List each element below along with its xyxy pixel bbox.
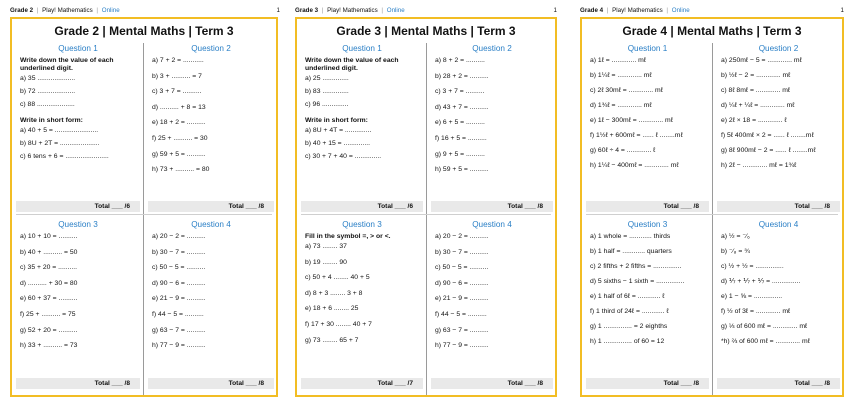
question-item: g) 60ℓ ÷ 4 = ............. ℓ — [590, 147, 656, 154]
question-item: c) 35 + 20 = .......... — [20, 264, 78, 272]
question-item: a) 8U + 4T = .............. — [305, 126, 372, 134]
question-title: Question 4 — [472, 220, 512, 229]
question-items — [301, 127, 423, 167]
question-item: d) 90 − 6 = .......... — [152, 279, 206, 287]
question-item: c) 8ℓ 8mℓ = ............. mℓ — [721, 87, 791, 94]
header-grade: Grade 4 — [580, 7, 604, 14]
question-item: f) 44 − 5 = .......... — [152, 310, 204, 318]
question-4 — [148, 219, 274, 358]
question-item: f) 16 + 5 = .......... — [435, 134, 487, 142]
question-item: c) 50 − 5 = .......... — [435, 264, 489, 272]
question-item: b) 30 − 7 = .......... — [435, 248, 489, 256]
question-item: d) 5 sixths − 1 sixth = ............... — [590, 278, 685, 285]
question-item: c) ½ + ½ = ............... — [721, 263, 784, 270]
question-items — [717, 233, 840, 353]
question-item: d) 8 + 3 ........ 3 + 8 — [305, 289, 363, 297]
question-items — [717, 57, 840, 177]
question-item: e) 6 + 5 = .......... — [435, 119, 485, 127]
question-items — [16, 233, 140, 358]
worksheet-title: Grade 2 | Mental Maths | Term 3 — [54, 24, 234, 38]
question-item: h) 77 − 9 = .......... — [435, 342, 489, 350]
question-item: g) 9 + 5 = .......... — [435, 150, 485, 158]
question-1 — [301, 43, 423, 166]
question-item: a) 1 whole = ............ thirds — [590, 233, 671, 240]
question-item: b) 8U + 2T = ..................... — [20, 139, 100, 147]
question-items — [148, 233, 274, 358]
question-item: a) 250mℓ − 5 = ............. mℓ — [721, 57, 802, 64]
question-total: Total ___ /6 — [16, 201, 140, 212]
question-title: Question 4 — [758, 220, 799, 229]
header-separator: | — [381, 7, 384, 14]
question-item: h) 1 ............... of 60 = 12 — [590, 338, 665, 345]
question-4 — [431, 219, 553, 358]
question-items — [431, 233, 553, 358]
row-divider — [16, 214, 272, 215]
page-header — [580, 5, 844, 17]
worksheet-card — [580, 17, 844, 397]
question-item: b) 30 − 7 = .......... — [152, 248, 206, 256]
question-item: a) ½ = ⁻⁄₆ — [721, 233, 750, 240]
question-title: Question 2 — [191, 44, 231, 53]
question-item: a) 20 − 2 = .......... — [152, 233, 206, 240]
question-item: g) ⅓ of 600 mℓ = ............. mℓ — [721, 323, 808, 330]
question-item: e) 18 + 2 = .......... — [152, 119, 206, 127]
question-item: e) 21 − 9 = .......... — [435, 295, 489, 303]
question-item: e) 1 half of 6ℓ = ............ ℓ — [590, 293, 665, 300]
header-separator: | — [606, 7, 609, 14]
column-divider — [712, 43, 713, 395]
question-item: g) 73 ........ 65 + 7 — [305, 336, 359, 344]
question-item: b) 40 + 15 = .............. — [305, 139, 370, 147]
page-number: 1 — [840, 7, 844, 14]
question-instruction: Write down the value of each underlined digit. — [20, 57, 114, 72]
question-item: c) 2ℓ 30mℓ = ............. mℓ — [590, 87, 663, 94]
question-item: f) 1 third of 24ℓ = ............ ℓ — [590, 308, 669, 315]
question-title: Question 1 — [58, 44, 98, 53]
question-item: g) 1 ............... = 2 eighths — [590, 323, 668, 330]
page-number: 1 — [276, 7, 280, 14]
question-item: c) 3 + 7 = .......... — [435, 88, 485, 96]
question-item: a) 10 + 10 = .......... — [20, 233, 78, 240]
question-item: d) 43 + 7 = .......... — [435, 103, 489, 111]
question-total: Total ___ /8 — [148, 378, 274, 389]
question-2 — [717, 43, 840, 177]
question-item: d) 1¾ℓ = ............. mℓ — [590, 102, 652, 109]
question-item: h) 73 + .......... = 80 — [152, 166, 210, 174]
worksheet-title: Grade 3 | Mental Maths | Term 3 — [336, 24, 516, 38]
question-total: Total ___ /8 — [586, 378, 709, 389]
question-items — [586, 233, 709, 353]
question-item: c) 3 + 7 = .......... — [152, 88, 202, 96]
question-item: g) 52 + 20 = .......... — [20, 326, 78, 334]
question-item: f) 25 + .......... = 30 — [152, 134, 208, 142]
question-item: a) 40 + 5 = ....................... — [20, 126, 99, 134]
question-item: e) 1 − ⅝ = ............... — [721, 293, 783, 300]
question-title: Question 1 — [342, 44, 382, 53]
worksheet-card — [295, 17, 557, 397]
header-separator: | — [321, 7, 324, 14]
header-online-link[interactable]: Online — [671, 7, 690, 14]
row-divider — [301, 214, 551, 215]
question-items — [586, 57, 709, 177]
question-title: Question 3 — [58, 220, 98, 229]
question-3 — [586, 219, 709, 353]
worksheet-card — [10, 17, 278, 397]
question-item: b) 28 + 2 = .......... — [435, 72, 489, 80]
question-item: f) 44 − 5 = .......... — [435, 310, 487, 318]
question-item: *h) ⅔ of 600 mℓ = ............. mℓ — [721, 338, 810, 345]
question-item: g) 8ℓ 900mℓ − 2 = ...... ℓ ........mℓ — [721, 147, 816, 154]
question-item: c) 6 tens + 6 = ....................... — [20, 152, 109, 160]
worksheet-page-grade4 — [580, 0, 844, 402]
question-item: h) 33 + .......... = 73 — [20, 342, 78, 350]
question-item: d) 90 − 6 = .......... — [435, 279, 489, 287]
question-item: f) 5ℓ 400mℓ × 2 = ...... ℓ ........mℓ — [721, 132, 814, 139]
question-item: e) 21 − 9 = .......... — [152, 295, 206, 303]
question-item: e) 18 + 6 ........ 25 — [305, 305, 359, 313]
question-total: Total ___ /6 — [301, 201, 423, 212]
page-header — [10, 5, 280, 17]
question-title: Question 4 — [191, 220, 231, 229]
question-instruction: Fill in the symbol =, > or <. — [305, 233, 391, 240]
question-item: b) ½ℓ − 2 = ............. mℓ — [721, 72, 791, 79]
question-item: b) 3 + .......... = 7 — [152, 72, 202, 80]
question-item: f) 17 + 30 ........ 40 + 7 — [305, 320, 372, 328]
question-1 — [586, 43, 709, 177]
question-item: a) 7 + 2 = ........... — [152, 57, 204, 64]
worksheet-title: Grade 4 | Mental Maths | Term 3 — [622, 24, 802, 38]
question-2 — [431, 43, 553, 182]
question-items — [431, 57, 553, 182]
question-items — [301, 243, 423, 352]
question-title: Question 3 — [342, 220, 382, 229]
question-items — [148, 57, 274, 182]
question-items — [301, 75, 423, 115]
question-2 — [148, 43, 274, 182]
question-title: Question 2 — [758, 44, 799, 53]
question-1 — [16, 43, 140, 166]
question-total: Total ___ /8 — [717, 201, 840, 212]
question-instruction: Write in short form: — [305, 116, 368, 124]
question-item: g) 59 + 5 = .......... — [152, 150, 206, 158]
question-item: f) 1½ℓ + 600mℓ = ...... ℓ ........mℓ — [590, 132, 683, 139]
worksheet-page-grade2 — [10, 0, 280, 402]
question-item: b) 83 .............. — [305, 88, 349, 96]
question-item: f) ½ of 3ℓ = ............. mℓ — [721, 308, 791, 315]
question-item: a) 25 .............. — [305, 75, 349, 82]
question-item: c) 50 + 4 ........ 40 + 5 — [305, 274, 370, 282]
question-items — [16, 75, 140, 115]
question-item: c) 96 .............. — [305, 101, 349, 109]
question-item: f) 25 + .......... = 75 — [20, 310, 76, 318]
question-title: Question 1 — [627, 44, 668, 53]
question-total: Total ___ /8 — [586, 201, 709, 212]
question-item: h) 77 − 9 = .......... — [152, 342, 206, 350]
question-item: e) 60 + 37 = .......... — [20, 295, 78, 303]
question-total: Total ___ /8 — [148, 201, 274, 212]
question-item: d) ¼ℓ + ¼ℓ = ............. mℓ — [721, 102, 795, 109]
question-item: h) 59 + 5 = .......... — [435, 166, 489, 174]
page-header — [295, 5, 557, 17]
question-total: Total ___ /8 — [717, 378, 840, 389]
question-4 — [717, 219, 840, 353]
row-divider — [586, 214, 838, 215]
question-item: c) 30 + 7 + 40 = .............. — [305, 152, 382, 160]
question-item: a) 1ℓ = ............. mℓ — [590, 57, 646, 64]
header-brand: Play! Mathematics — [612, 7, 663, 14]
question-instruction: Write down the value of each underlined digit. — [305, 57, 399, 72]
header-grade: Grade 3 — [295, 7, 319, 14]
question-total: Total ___ /8 — [16, 378, 140, 389]
header-online-link[interactable]: Online — [386, 7, 405, 14]
question-item: g) 63 − 7 = .......... — [435, 326, 489, 334]
question-title: Question 2 — [472, 44, 512, 53]
header-separator: | — [96, 7, 99, 14]
question-item: c) 50 − 5 = .......... — [152, 264, 206, 272]
page-number: 1 — [553, 7, 557, 14]
question-instruction: Write in short form: — [20, 116, 83, 124]
header-brand: Play! Mathematics — [42, 7, 93, 14]
question-total: Total ___ /7 — [301, 378, 423, 389]
header-separator: | — [36, 7, 39, 14]
column-divider — [143, 43, 144, 395]
question-item: a) 73 ........ 37 — [305, 243, 347, 250]
question-item: g) 63 − 7 = .......... — [152, 326, 206, 334]
question-item: b) 40 + .......... = 50 — [20, 248, 78, 256]
header-grade: Grade 2 — [10, 7, 34, 14]
question-title: Question 3 — [627, 220, 668, 229]
question-item: b) 72 .................... — [20, 88, 76, 96]
question-total: Total ___ /8 — [431, 201, 553, 212]
header-separator: | — [666, 7, 669, 14]
question-item: a) 35 .................... — [20, 75, 76, 82]
question-item: b) 19 ........ 90 — [305, 258, 347, 266]
question-item: h) 2ℓ − ............. mℓ = 1¾ℓ — [721, 162, 797, 169]
question-item: a) 8 + 2 = .......... — [435, 57, 485, 64]
question-item: e) 2ℓ × 18 = ............. ℓ — [721, 117, 787, 124]
header-online-link[interactable]: Online — [101, 7, 120, 14]
header-brand: Play! Mathematics — [327, 7, 378, 14]
question-item: b) 1¼ℓ = ............. mℓ — [590, 72, 652, 79]
question-item: d) .......... + 30 = 80 — [20, 279, 78, 287]
question-item: c) 2 fifths + 2 fifths = ............... — [590, 263, 682, 270]
column-divider — [426, 43, 427, 395]
question-item: b) 1 half = ............ quarters — [590, 248, 672, 255]
question-3 — [16, 219, 140, 358]
question-item: a) 20 − 2 = .......... — [435, 233, 489, 240]
question-item: d) .......... + 8 = 13 — [152, 103, 206, 111]
worksheet-page-grade3 — [295, 0, 557, 402]
question-total: Total ___ /8 — [431, 378, 553, 389]
question-items — [16, 127, 140, 167]
question-item: e) 1ℓ − 300mℓ = ............. mℓ — [590, 117, 673, 124]
question-item: h) 1¼ℓ − 400mℓ = ............. mℓ — [590, 162, 679, 169]
question-item: c) 88 .................... — [20, 101, 75, 109]
question-3 — [301, 219, 423, 352]
question-item: b) ⁻⁄₈ = ¾ — [721, 248, 750, 255]
question-item: d) ⅐ + ⅐ + ⅐ = ............... — [721, 278, 801, 285]
